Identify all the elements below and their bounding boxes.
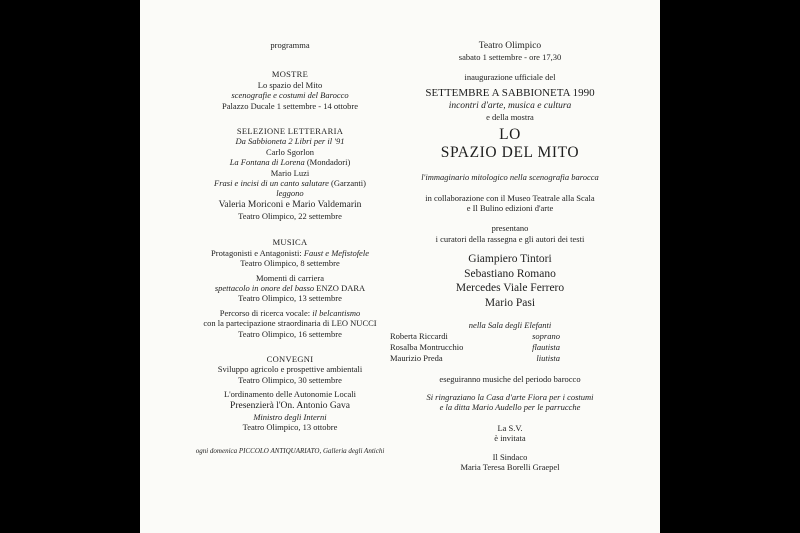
musica-text: ENZO DARA	[316, 282, 366, 293]
musica-line: con la partecipazione straordinaria di LEO NUCCI	[203, 318, 377, 329]
publisher: (Mondadori)	[304, 157, 351, 168]
mostre-heading: MOSTRE	[271, 69, 309, 80]
speaker-list	[380, 252, 640, 310]
invitation-page	[140, 0, 660, 533]
convegni-line: L'ordinamento delle Autonomie Locali	[223, 389, 357, 400]
musica-line: Teatro Olimpico, 13 settembre	[238, 293, 342, 304]
speaker-name: Giampiero Tintori	[468, 253, 552, 266]
footer-note: ogni domenica PICCOLO ANTIQUARIATO, Galleria degli Antichi	[195, 447, 385, 455]
convegni-text: l'On. Antonio Gava	[276, 400, 350, 411]
exhibition-title-line2: SPAZIO DEL MITO	[440, 144, 580, 162]
musica-text: Protagonisti e Antagonisti:	[211, 247, 304, 258]
speaker-name: Sebastiano Romano	[464, 267, 556, 280]
mostre-line: Palazzo Ducale 1 settembre - 14 ottobre	[222, 100, 358, 111]
book-title: La Fontana di Lorena	[229, 157, 305, 168]
event-date: sabato 1 settembre - ore 17,30	[458, 52, 562, 62]
performer-role: liutista	[536, 352, 560, 363]
performer-role: flautista	[532, 341, 560, 352]
exhibition-title-line1: LO	[499, 126, 521, 144]
music-line: eseguiranno musiche del periodo barocco	[439, 373, 581, 384]
speaker-name: Mercedes Viale Ferrero	[455, 282, 565, 295]
musica-heading: MUSICA	[272, 237, 308, 248]
musica-line: Teatro Olimpico, 16 settembre	[238, 328, 342, 339]
speaker-name: Mario Pasi	[484, 296, 536, 309]
musica-text: il belcantismo	[312, 307, 361, 318]
readers: Valeria Moriconi e Mario Valdemarin	[218, 199, 362, 210]
musica-line: Teatro Olimpico, 8 settembre	[240, 258, 340, 269]
publisher: (Garzanti)	[328, 178, 366, 189]
performer-name: Maurizio Preda	[390, 352, 443, 363]
thanks-line: e la ditta Mario Audello per le parrucche	[439, 402, 581, 413]
letteraria-line: leggono	[276, 188, 304, 199]
exhibition-tagline: l'immaginario mitologico nella scenografia barocca	[421, 172, 599, 183]
letteraria-line: Mario Luzi	[270, 167, 310, 178]
invitee-line: La S.V.	[497, 422, 523, 433]
venue: Teatro Olimpico	[478, 41, 542, 51]
festival-name: SETTEMBRE A SABBIONETA 1990	[425, 86, 595, 99]
letteraria-line: Da Sabbioneta 2 Libri per il '91	[235, 136, 345, 147]
book-title: Frasi e incisi di un canto salutare	[214, 178, 329, 189]
sala-line: nella Sala degli Elefanti	[468, 320, 552, 331]
performer-name: Rosalba Montrucchio	[390, 341, 464, 352]
convegni-line: Sviluppo agricolo e prospettive ambientali	[217, 364, 363, 375]
collaboration-line: in collaborazione con il Museo Teatrale alla Scala	[425, 192, 595, 203]
performer-row	[390, 353, 560, 364]
performer-role: soprano	[532, 330, 560, 341]
letteraria-line: Carlo Sgorlon	[266, 146, 314, 157]
convegni-heading: CONVEGNI	[266, 353, 314, 364]
convegni-line: Teatro Olimpico, 30 settembre	[238, 374, 342, 385]
mayor-title: Il Sindaco	[492, 451, 528, 462]
program-label: programma	[270, 40, 310, 50]
mayor-name: Maria Teresa Borelli Graepel	[460, 462, 560, 473]
performer-row	[390, 342, 560, 353]
invitation-column	[380, 40, 640, 473]
musica-text: Faust e Mefistofele	[303, 247, 369, 258]
performer-name: Roberta Riccardi	[390, 330, 448, 341]
inauguration-line: inaugurazione ufficiale del	[464, 72, 556, 83]
convegni-text: Presenzierà	[230, 400, 277, 411]
letteraria-heading: SELEZIONE LETTERARIA	[236, 126, 344, 137]
performer-row	[390, 331, 560, 342]
convegni-line: Ministro degli Interni	[253, 411, 327, 422]
musica-line: Momenti di carriera	[256, 272, 324, 283]
thanks-line: Si ringraziano la Casa d'arte Fiora per i costumi	[426, 392, 594, 403]
convegni-line: Teatro Olimpico, 13 ottobre	[242, 421, 338, 432]
musica-text: Percorso di ricerca vocale:	[219, 307, 313, 318]
invitee-line: è invitata	[494, 433, 526, 444]
collaboration-line: e Il Bulino edizioni d'arte	[466, 203, 554, 214]
festival-subtitle: incontri d'arte, musica e cultura	[448, 100, 572, 111]
letteraria-line: Teatro Olimpico, 22 settembre	[238, 210, 342, 221]
presentano-label: presentano	[491, 223, 529, 234]
exhibition-intro: e della mostra	[486, 111, 534, 122]
curators-line: i curatori della rassegna e gli autori dei testi	[435, 233, 585, 244]
mostre-line: Lo spazio del Mito	[257, 79, 323, 90]
musica-text: spettacolo in onore del basso	[214, 282, 317, 293]
mostre-line: scenografie e costumi del Barocco	[231, 90, 349, 101]
